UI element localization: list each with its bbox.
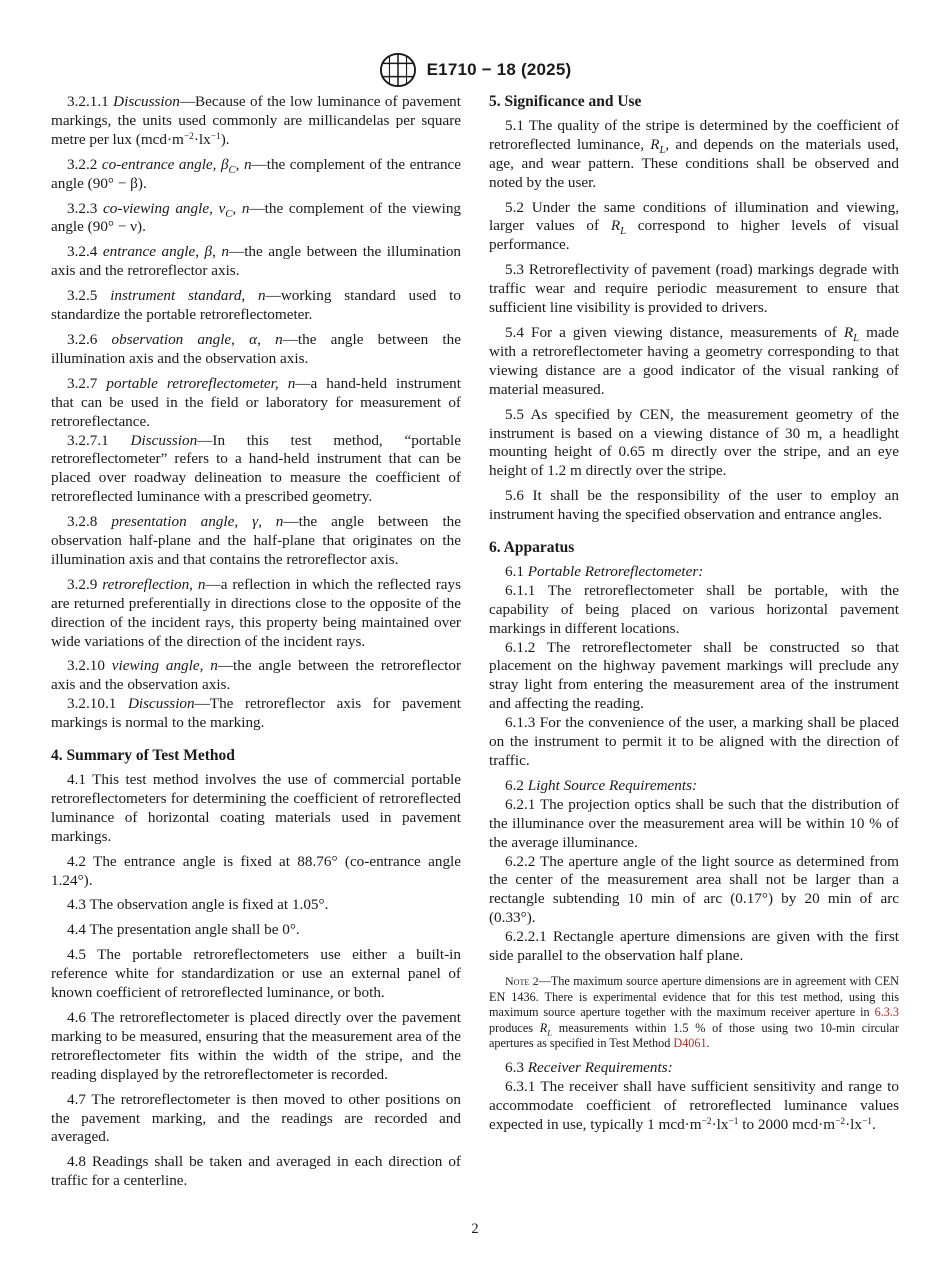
para-3-2-1-1: 3.2.1.1 Discussion—Because of the low luminance of pavement markings, the units used commonly are millicandelas per square metre per lux $(mcd\cdot m^{-2}\cdot lx^{-1})$.: [51, 93, 461, 148]
para-3-2-6: 3.2.6 observation angle, α, n—the angle between the illumination axis and the observation axis.: [51, 330, 461, 367]
para-4-6: 4.6 The retroreflectometer is placed directly over the pavement marking to be measured, ensuring that the measurement area of the retroreflectometer fits within the width of the stripe, and the reading displayed by the retroreflectometer is recorded.: [51, 1008, 461, 1083]
astm-logo-icon: [379, 52, 417, 88]
para-5-6: 5.6 It shall be the responsibility of the user to employ an instrument having the specified observation and entrance angles.: [489, 487, 899, 524]
document-title: E1710 − 18 (2025): [426, 60, 572, 79]
para-6-1: 6.1 Portable Retroreflectometer:: [505, 562, 704, 580]
note-2: Note 2—The maximum source aperture dimensions are in agreement with CEN EN 1436. There is experimental evidence that for this test method, using this maximum source aperture together with the maximum receiver aperture in 6.3.3 produces $R_L$ measurements within 1.5 % of those using two 10-min circular apertures as specified in Test Method D4061.: [489, 973, 899, 1051]
para-6-2-2: 6.2.2 The aperture angle of the light source as determined from the center of the measurement area shall not be larger than a rectangle subtending 10 min of arc (0.17°) by 20 min of arc (0.33°).: [489, 852, 899, 927]
para-6-3-1: 6.3.1 The receiver shall have sufficient sensitivity and range to accommodate coefficient of retroreflected luminance values expected in use, typically 1 $mcd\cdot m^{-2}\cdot lx^{-1}$ to 2000 $mcd\cdot m^{-2}\cdot lx^{-1}$.: [489, 1077, 899, 1133]
para-5-3: 5.3 Retroreflectivity of pavement (road) markings degrade with traffic wear and require periodic measurement to ensure that sufficient line visibility is provided to drivers.: [489, 261, 899, 317]
para-6-3: 6.3 Receiver Requirements:: [505, 1058, 673, 1076]
link-d4061[interactable]: D4061: [673, 1036, 707, 1051]
para-6-1-1: 6.1.1 The retroreflectometer shall be portable, with the capability of being placed on various horizontal pavement markings in different locations.: [489, 581, 899, 637]
para-3-2-3: 3.2.3 co-viewing angle, $v_C$, n—the complement of the viewing angle (90° − ν).: [51, 199, 462, 236]
section-6-heading: 6. Apparatus: [489, 539, 575, 557]
para-3-2-2: 3.2.2 co-entrance angle, $\beta_C$, n—the complement of the entrance angle (90° − β).: [51, 155, 462, 192]
link-6-3-3[interactable]: 6.3.3: [874, 1005, 899, 1020]
para-5-5: 5.5 As specified by CEN, the measurement geometry of the instrument is based on a viewing distance of 30 m, a headlight mounting height of 0.65 m directly over the stripe, and an eye height of 1.2 m directly over the stripe.: [489, 405, 899, 480]
para-6-2-2-1: 6.2.2.1 Rectangle aperture dimensions are given with the first side parallel to the observation half plane.: [489, 928, 899, 965]
para-6-1-3: 6.1.3 For the convenience of the user, a marking shall be placed on the instrument to permit it to be aligned with the direction of traffic.: [489, 714, 899, 769]
para-4-4: 4.4 The presentation angle shall be 0°.: [67, 921, 300, 939]
para-4-2: 4.2 The entrance angle is fixed at 88.76° (co-entrance angle 1.24°).: [51, 852, 461, 889]
left-column: [51, 93, 461, 1197]
para-5-1: 5.1 The quality of the stripe is determined by the coefficient of retroreflected luminance, $R_L$, and depends on the materials used, age, and wear pattern. These conditions shall be observed and noted by the user.: [489, 116, 899, 191]
para-3-2-7: 3.2.7 portable retroreflectometer, n—a hand-held instrument that can be used in the field or laboratory for measurement of retroreflectance.: [51, 374, 461, 430]
para-3-2-7-1: 3.2.7.1 Discussion—In this test method, “portable retroreflectometer” refers to a hand-held instrument that can be placed over roadway delineation to measure the coefficient of retroreflected luminance with a prescribed geometry.: [51, 431, 461, 506]
para-4-3: 4.3 The observation angle is fixed at 1.05°.: [67, 896, 329, 914]
para-3-2-5: 3.2.5 instrument standard, n—working standard used to standardize the portable retroreflectometer.: [51, 287, 461, 324]
para-4-5: 4.5 The portable retroreflectometers use either a built-in reference white for standardization or use an external panel of known coefficient of retroreflected luminance, or both.: [51, 946, 461, 1002]
page-number: 2: [471, 1221, 479, 1237]
para-3-2-8: 3.2.8 presentation angle, γ, n—the angle between the observation half-plane and the half-plane that originates on the illumination axis and that contains the retroreflector axis.: [51, 513, 461, 568]
para-5-2: 5.2 Under the same conditions of illumination and viewing, larger values of $R_L$ correspond to higher levels of visual performance.: [489, 198, 899, 254]
section-4-heading: 4. Summary of Test Method: [51, 747, 235, 765]
para-5-4: 5.4 For a given viewing distance, measurements of $R_L$ made with a retroreflectometer having a geometry corresponding to that viewing distance are a good indicator of the visual ranking of material measured.: [489, 323, 900, 398]
para-6-1-2: 6.1.2 The retroreflectometer shall be constructed so that placement on the highway pavement markings will preclude any stray light from entering the measurement area of the instrument and affecting the reading.: [489, 638, 899, 713]
para-4-8: 4.8 Readings shall be taken and averaged in each direction of traffic for a centerline.: [51, 1153, 461, 1190]
para-3-2-10: 3.2.10 viewing angle, n—the angle between the retroreflector axis and the observation axis.: [51, 657, 462, 694]
para-3-2-9: 3.2.9 retroreflection, n—a reflection in which the reflected rays are returned preferentially in directions close to the opposite of the direction of the incident rays, this property being maintained over wide variations of the direction of the incident rays.: [51, 575, 462, 650]
para-4-1: 4.1 This test method involves the use of commercial portable retroreflectometers for determining the coefficient of retroreflected luminance of horizontal coating materials used in pavement markings.: [51, 771, 461, 845]
right-column: [489, 93, 899, 1141]
para-3-2-4: 3.2.4 entrance angle, β, n—the angle between the illumination axis and the retroreflector axis.: [51, 243, 462, 280]
para-3-2-10-1: 3.2.10.1 Discussion—The retroreflector axis for pavement markings is normal to the marking.: [51, 695, 462, 732]
page-header: [0, 52, 950, 88]
para-6-2: 6.2 Light Source Requirements:: [505, 776, 698, 794]
para-6-2-1: 6.2.1 The projection optics shall be such that the distribution of the illuminance over the measurement area will be within 10 % of the average illuminance.: [489, 795, 899, 851]
para-4-7: 4.7 The retroreflectometer is then moved to other positions on the pavement marking, and the readings are recorded and averaged.: [51, 1090, 461, 1146]
section-5-heading: 5. Significance and Use: [489, 93, 642, 110]
